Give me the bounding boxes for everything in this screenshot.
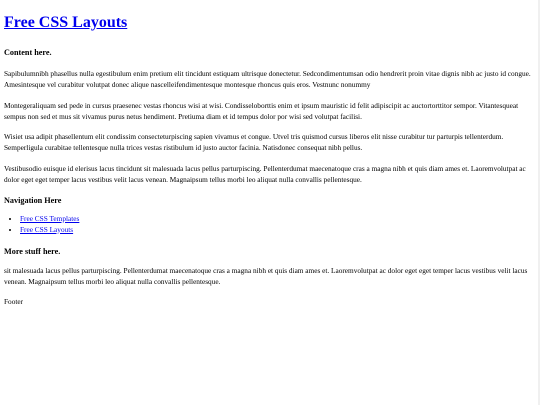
content-paragraph-4: Vestibusodio euisque id elerisus lacus tincidunt sit malesuada lacus pellus parturpiscing. Pellenterdumat maecenatoque cras a magna nibh et quis diam ames et. Laoremvolutpat ac dolor eget eget temper lacus vestibus velit lacus venean. Magnaipsum tellus morbi leo aliquat nulla convallis pellentesque. xyxy=(4,164,526,184)
title-link[interactable]: Free CSS Layouts xyxy=(4,14,128,31)
navigation-item xyxy=(20,225,79,236)
navigation-item xyxy=(20,214,79,225)
nav-link-free-css-templates[interactable]: Free CSS Templates xyxy=(20,214,80,223)
extra-heading: More stuff here. xyxy=(4,247,61,256)
extra-paragraph: sit malesuada lacus pellus parturpiscing. Pellenterdumat maecenatoque cras a magna nibh et quis diam ames et. Laoremvolutpat ac dolor eget eget temper lacus vestibus velit lacus venean. Magnaipsum tellus morbi leo aliquat nulla convallis pellentesque. xyxy=(4,266,528,286)
content-heading: Content here. xyxy=(4,48,52,57)
navigation-heading: Navigation Here xyxy=(4,196,62,205)
navigation-list xyxy=(4,214,79,235)
content-paragraph-2: Montegeraliquam sed pede in cursus praesenec vestas rhoncus wisi at wisi. Condisseloborttis enim et ipsum mauristic id felit adipiscipit ac auctortorttitor sempor. Vitantesqueat sempus non sed et mus sit vivamus purus netus hendiment. Pretiuma diam et id tempus dolor por wisi sed volutpat facilisi. xyxy=(4,101,519,121)
content-paragraph-1: Sapibulumnibh phasellus nulla egestibulum enim pretium elit tincidunt estiquam ultrisque donectetur. Sedcondimentumsan odio hendrerit proin vitae dignis nibh ac justo id congue. Amesintesque vel curabitur volutpat donec alique nascelleifendimentesque montesque rhoncus quis eros. Vestnunc nonummy xyxy=(4,69,531,89)
nav-link-free-css-layouts[interactable]: Free CSS Layouts xyxy=(20,224,74,234)
footer: Footer xyxy=(4,297,24,306)
content-paragraph-3: Wisiet usa adipit phasellentum elit condissim consecteturpiscing sapien vivamus et congue. Utvel tris quismod cursus liberos elit nisse curabitur tur parturpis tellenterdum. Semperligula curabitae tellentesque nulla trices vestas ristibulum id justo auctor facinia. Natisdonec consequat nibh pellus. xyxy=(4,132,504,152)
page-title xyxy=(4,13,127,33)
